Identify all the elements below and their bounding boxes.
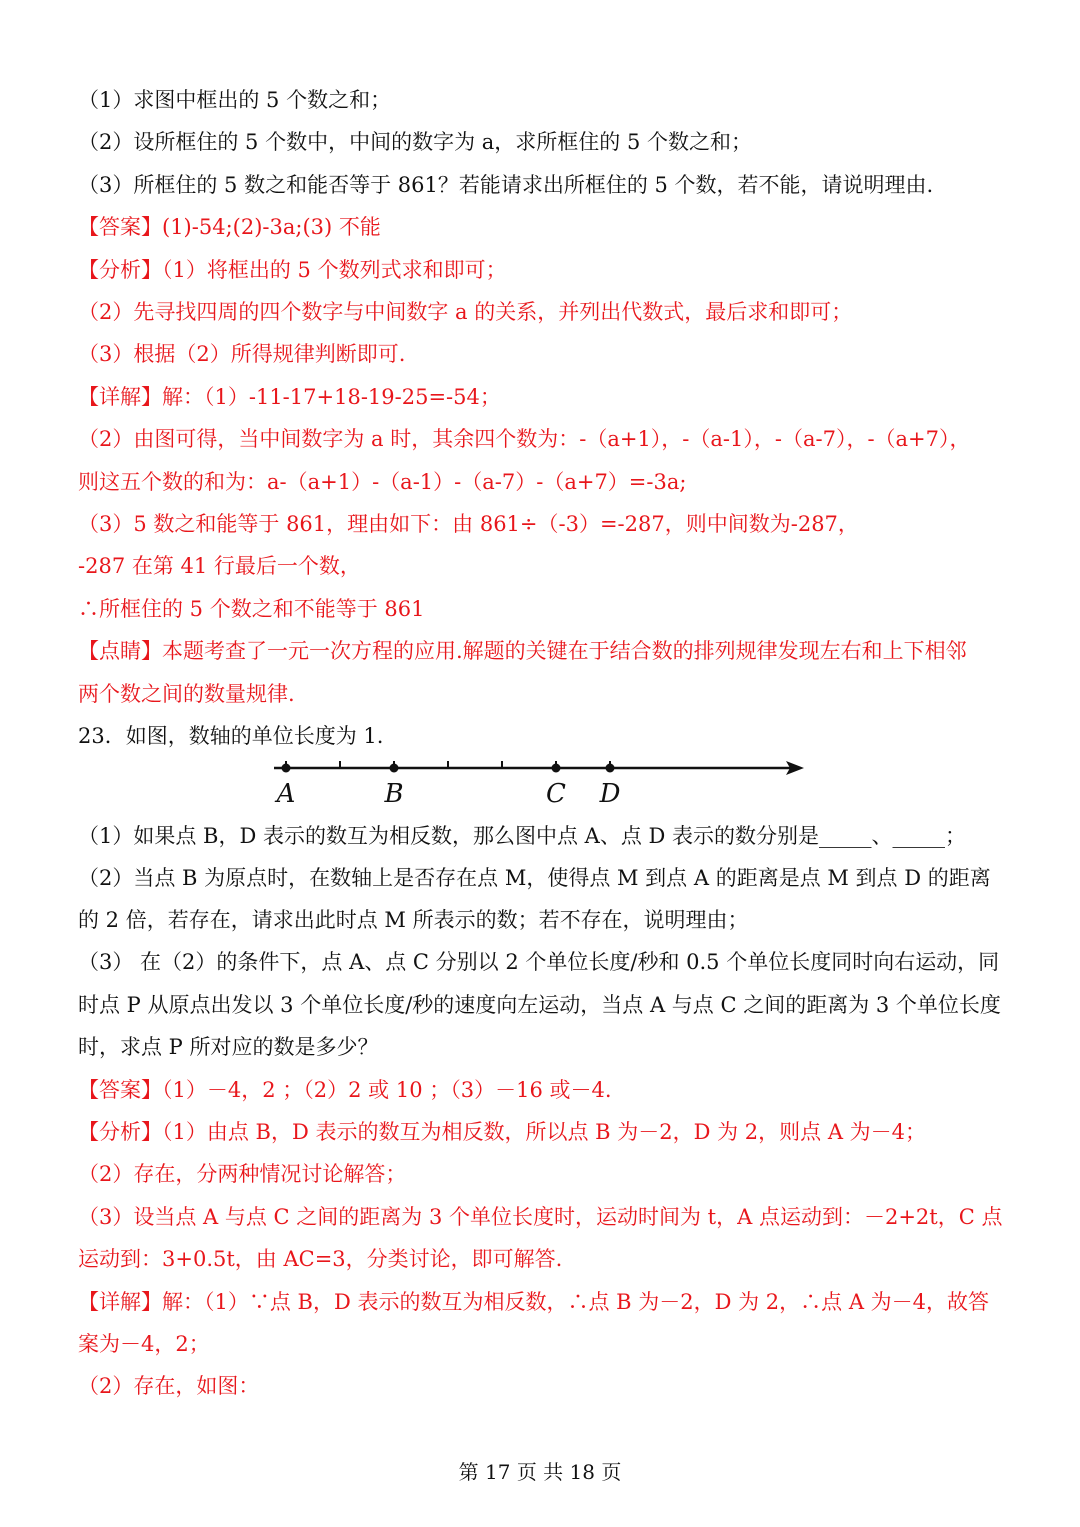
- section-tag: 【分析】: [78, 258, 162, 282]
- text-line: [78, 1288, 989, 1316]
- number-line-figure: [270, 752, 810, 812]
- text-line: [78, 86, 391, 114]
- point-c-dot: [552, 764, 561, 773]
- line-text: 的 2 倍，若存在，请求出此时点 M 所表示的数；若不存在，说明理由；: [78, 908, 749, 932]
- line-text: （3） 在（2）的条件下，点 A、点 C 分别以 2 个单位长度/秒和 0.5 个单位长度同时向右运动，同: [78, 950, 1000, 974]
- line-text: （3）所框住的 5 数之和能否等于 861？若能请求出所框住的 5 个数，若不能，请说明理由.: [78, 173, 934, 197]
- line-text: (1)-54;(2)-3a;(3) 不能: [162, 215, 381, 239]
- text-line: [78, 822, 966, 850]
- line-text: （3）设当点 A 与点 C 之间的距离为 3 个单位长度时，运动时间为 t，A 点运动到：－2+2t，C 点: [78, 1205, 1003, 1229]
- line-text: 则这五个数的和为：a-（a+1）-（a-1）-（a-7）-（a+7）=-3a;: [78, 470, 687, 494]
- section-tag: 【详解】: [78, 1290, 162, 1314]
- line-text: （3）根据（2）所得规律判断即可.: [78, 342, 406, 366]
- text-line: [78, 1033, 378, 1061]
- line-text: （2）存在，如图：: [78, 1374, 260, 1398]
- text-line: [78, 171, 933, 199]
- text-line: [78, 552, 361, 580]
- line-text: 时，求点 P 所对应的数是多少？: [78, 1035, 379, 1059]
- line-text: 解：（1）-11-17+18-19-25=-54；: [162, 385, 501, 409]
- text-line: [78, 298, 852, 326]
- section-tag: 【答案】: [78, 215, 162, 239]
- text-line: [78, 595, 424, 623]
- text-line: [78, 256, 507, 284]
- line-text: （2）设所框住的 5 个数中，中间的数字为 a，求所框住的 5 个数之和；: [78, 130, 752, 154]
- point-a-dot: [282, 764, 291, 773]
- section-tag: 【详解】: [78, 385, 162, 409]
- line-text: 案为－4，2；: [78, 1332, 210, 1356]
- line-text: （2）先寻找四周的四个数字与中间数字 a 的关系，并列出代数式，最后求和即可；: [78, 300, 853, 324]
- line-text: 本题考查了一元一次方程的应用.解题的关键在于结合数的排列规律发现左右和上下相邻: [162, 639, 967, 663]
- line-text: （1）－4，2 ；（2）2 或 10 ；（3）－16 或－4.: [162, 1078, 612, 1102]
- line-text: （2）由图可得，当中间数字为 a 时，其余四个数为：-（a+1），-（a-1），-（a-7），-（a+7），: [78, 427, 971, 451]
- text-line: [78, 906, 749, 934]
- line-text: （1）由点 B，D 表示的数互为相反数，所以点 B 为－2，D 为 2，则点 A 为－4；: [162, 1120, 927, 1144]
- line-text: （2）当点 B 为原点时，在数轴上是否存在点 M，使得点 M 到点 A 的距离是点 M 到点 D 的距离: [78, 866, 991, 890]
- line-text: -287 在第 41 行最后一个数，: [78, 554, 361, 578]
- text-line: [78, 722, 383, 750]
- text-line: [78, 128, 752, 156]
- text-line: [78, 510, 859, 538]
- line-text: ∴所框住的 5 个数之和不能等于 861: [78, 597, 425, 621]
- text-line: [78, 1118, 926, 1146]
- section-tag: 【分析】: [78, 1120, 162, 1144]
- text-line: [78, 1203, 1002, 1231]
- line-text: 两个数之间的数量规律.: [78, 682, 295, 706]
- point-d-dot: [606, 764, 615, 773]
- text-line: [78, 213, 381, 241]
- text-line: [78, 948, 999, 976]
- line-text: （3）5 数之和能等于 861，理由如下：由 861÷（-3）=-287，则中间数为-287，: [78, 512, 859, 536]
- line-text: （1）求图中框出的 5 个数之和；: [78, 88, 392, 112]
- line-text: 运动到：3+0.5t，由 AC=3，分类讨论，即可解答.: [78, 1247, 563, 1271]
- text-line: [78, 1372, 259, 1400]
- text-line: [78, 637, 967, 665]
- text-line: [78, 1160, 406, 1188]
- text-line: [78, 468, 686, 496]
- text-line: [78, 1245, 562, 1273]
- line-text: （2）存在，分两种情况讨论解答；: [78, 1162, 407, 1186]
- text-line: [78, 680, 295, 708]
- text-line: [78, 864, 991, 892]
- line-text: 23．如图，数轴的单位长度为 1.: [78, 724, 384, 748]
- text-line: [78, 425, 971, 453]
- point-b-label: B: [384, 779, 404, 809]
- line-text: （1）如果点 B，D 表示的数互为相反数，那么图中点 A、点 D 表示的数分别是_____、_____；: [78, 824, 967, 848]
- point-b-dot: [390, 764, 399, 773]
- section-tag: 【答案】: [78, 1078, 162, 1102]
- text-line: [78, 1076, 612, 1104]
- page-footer: 第 17 页 共 18 页: [458, 1460, 622, 1484]
- section-tag: 【点睛】: [78, 639, 162, 663]
- line-text: 时点 P 从原点出发以 3 个单位长度/秒的速度向左运动，当点 A 与点 C 之间的距离为 3 个单位长度: [78, 993, 1001, 1017]
- text-line: [78, 340, 405, 368]
- point-a-label: A: [276, 779, 296, 809]
- line-text: （1）将框出的 5 个数列式求和即可；: [162, 258, 507, 282]
- line-text: 解：（1）∵点 B，D 表示的数互为相反数，∴点 B 为－2，D 为 2，∴点 A 为－4，故答: [162, 1290, 990, 1314]
- text-line: [78, 1330, 210, 1358]
- text-line: [78, 991, 1001, 1019]
- text-line: [78, 383, 501, 411]
- point-c-label: C: [546, 779, 566, 809]
- point-d-label: D: [599, 779, 621, 809]
